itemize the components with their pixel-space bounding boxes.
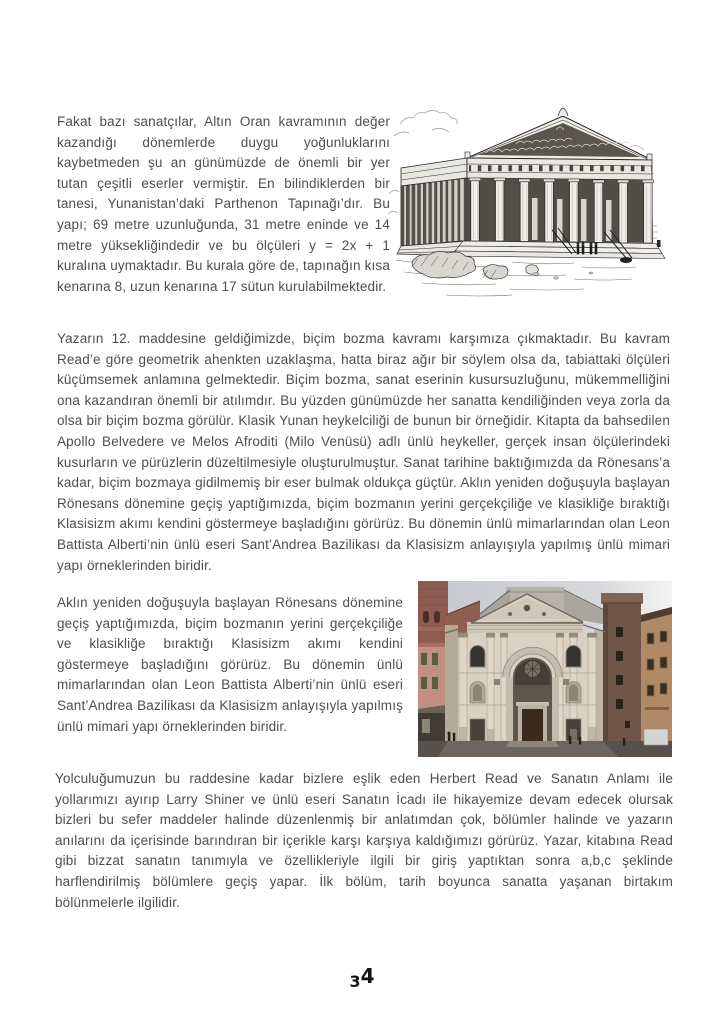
page-number-digit-4: 4 <box>360 964 375 988</box>
sant-andrea-basilica-image <box>418 581 672 757</box>
parthenon-engraving-image <box>386 102 666 302</box>
page-number-digit-3: 3 <box>349 972 361 991</box>
page-number <box>0 964 724 991</box>
paragraph-bicim-bozma: Yazarın 12. maddesine geldiğimizde, biçim bozma kavramı karşımıza çıkmaktadır. Bu kavram Read’e göre geometrik ahenkten uzaklaşma, hatta biraz ağır bir söylem olsa da, tabiattaki ölçüleri küçümsemek anlamına gelmektedir. Biçim bozma, sanat eserinin kusursuzluğunu, mükemmelliğini ona kazandıran önemli bir atılımdır. Bu yüzden günümüzde her sanatta kendiliğinden veya zorla da olsa bir biçim bozma görülür. Klasik Yunan heykelciliği de bunun bir örneğidir. Kitapta da bahsedilen Apollo Belvedere ve Melos Afroditi (Milo Venüsü) adlı ünlü heykeller, gerçek insan ölçülerindeki kusurların ve pürüzlerin düzeltilmesiyle oluşturulmuştur. Sanat tarihine baktığımızda da Rönesans’a kadar, biçim bozmaya gidilmemiş bir eser bulmak oldukça güçtür. Aklın yeniden doğuşuyla başlayan Rönesans dönemine geçiş yaptığımızda, biçim bozmanın yerini gerçekçiliğe ve klasikliğe bıraktığı Klasisizm akımı kendini göstermeye başladığını görürüz. Bu dönemin ünlü mimarlarından olan Leon Battista Alberti’nin ünlü eseri Sant’Andrea Bazilikası da Klasisizm anlayışıyla yapılmış ünlü mimari yapı örneklerinden biridir. <box>57 331 670 573</box>
paragraph-klasisizm: Aklın yeniden doğuşuyla başlayan Rönesans dönemine geçiş yaptığımızda, biçim bozmanın yerini gerçekçiliğe ve klasikliğe bıraktığı Klasisizm akımı kendini göstermeye başladığını görürüz. Bu dönemin ünlü mimarlarından olan Leon Battista Alberti’nin ünlü eseri Sant’Andrea Bazilikası da Klasisizm anlayışıyla yapılmış ünlü mimari yapı örneklerinden biridir. <box>57 595 403 734</box>
paragraph-yolculuk-shiner: Yolculuğumuzun bu raddesine kadar bizlere eşlik eden Herbert Read ve Sanatın Anlamı ile yollarımızı ayırıp Larry Shiner ve ünlü eseri Sanatın İcadı ile hikayemize devam edecek olursak bizleri bu sefer maddeler halinde düzenlenmiş bir anlatımdan çok, bölümler halinde ve yazarın anılarını da içerisinde barındıran bir içerikle karşı karşıya kaldığımızı görürüz. Yazar, kitabına Read gibi bizzat sanatın tanımıyla ve özellikleriyle ilgili bir giriş yaptıktan sonra a,b,c şeklinde harflendirilmiş bölümlere geçiş yapar. İlk bölüm, tarih boyunca sanatta yaşanan birtakım bölünmelerle ilgilidir. <box>55 771 673 910</box>
paragraph-altin-oran-parthenon: Fakat bazı sanatçılar, Altın Oran kavramının değer kazandığı dönemlerde duygu yoğunluklarını kaybetmeden şu an günümüzde de önemli bir yer tutan çeşitli eserler vermiştir. En bilindiklerden bir tanesi, Yunanistan’daki Parthenon Tapınağı’dır. Bu yapı; 69 metre uzunluğunda, 31 metre eninde ve 14 metre yüksekliğindedir ve bu ölçüleri y = 2x + 1 kuralına uymaktadır. Bu kurala göre de, tapınağın kısa kenarına 8, uzun kenarına 17 sütun kurulabilmektedir. <box>57 114 390 294</box>
